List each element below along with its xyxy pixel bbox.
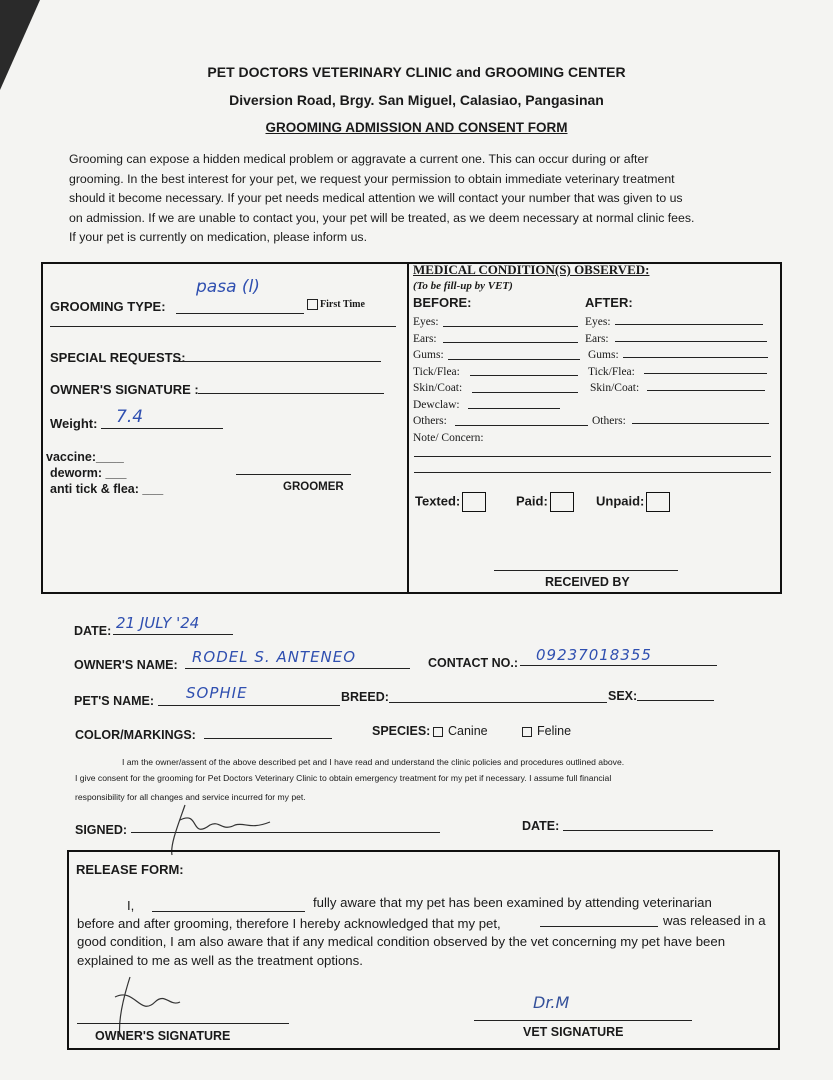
special-requests-label: SPECIAL REQUESTS: xyxy=(50,350,186,365)
intro-line: grooming. In the best interest for your pet, we request your permission to obtain immediate veterinary treatment xyxy=(69,171,675,186)
grooming-type-extra-line[interactable] xyxy=(50,326,396,327)
release-i: I, xyxy=(127,898,135,913)
texted-box xyxy=(462,492,486,512)
release-line2b: was released in a xyxy=(663,913,766,928)
deworm-label: deworm: ___ xyxy=(50,466,127,480)
release-owner-sig-line[interactable] xyxy=(77,1023,289,1024)
after-skincoat: Skin/Coat: xyxy=(590,382,640,394)
note-concern-label: Note/ Concern: xyxy=(413,431,484,444)
consent-date-label: DATE: xyxy=(522,819,560,833)
contact-label: CONTACT NO.: xyxy=(428,656,519,670)
contact-field[interactable] xyxy=(520,665,717,666)
checkbox-icon xyxy=(307,299,318,310)
weight-label: Weight: xyxy=(50,416,98,431)
after-tickflea: Tick/Flea: xyxy=(588,365,635,378)
before-gums: Gums: xyxy=(413,349,444,361)
before-tickflea: Tick/Flea: xyxy=(413,365,460,378)
before-skincoat-field[interactable] xyxy=(472,392,578,393)
checkbox-icon xyxy=(433,727,443,737)
sex-field[interactable] xyxy=(637,700,714,701)
date-label: DATE: xyxy=(74,624,112,638)
clinic-address: Diversion Road, Brgy. San Miguel, Calasiao, Pangasinan xyxy=(229,92,604,108)
owner-name-value: RODEL S. ANTENEO xyxy=(192,648,357,666)
after-others-field[interactable] xyxy=(632,423,769,424)
vaccine-label: vaccine:____ xyxy=(46,450,124,464)
species-label: SPECIES: xyxy=(372,724,431,738)
before-ears-field[interactable] xyxy=(443,342,578,343)
pet-name-field[interactable] xyxy=(158,705,340,706)
consent-line-2: I give consent for the grooming for Pet Doctors Veterinary Clinic to obtain emergency treatment for my pet if necessary. I assume full financial xyxy=(75,773,612,783)
intro-line: If your pet is currently on medication, please inform us. xyxy=(69,230,367,244)
box-divider xyxy=(407,262,409,594)
first-time-checkbox[interactable] xyxy=(307,299,365,310)
unpaid-checkbox[interactable] xyxy=(596,492,670,512)
groomer-signature-line[interactable] xyxy=(236,474,351,475)
intro-line: should it become necessary. If your pet needs medical attention we will contact your number that was given to us xyxy=(69,191,683,205)
form-title: GROOMING ADMISSION AND CONSENT FORM xyxy=(265,120,568,135)
before-tickflea-field[interactable] xyxy=(470,375,578,376)
groomer-label: GROOMER xyxy=(283,481,344,493)
after-label: AFTER: xyxy=(585,295,633,310)
paid-label: Paid: xyxy=(516,493,548,509)
consent-line-3: responsibility for all changes and service incurred for my pet. xyxy=(75,792,306,802)
release-owner-sig-label: OWNER'S SIGNATURE xyxy=(95,1029,231,1043)
antitick-label: anti tick & flea: ___ xyxy=(50,482,164,496)
received-by-line[interactable] xyxy=(494,570,678,571)
vet-subtitle: (To be fill-up by VET) xyxy=(413,280,513,292)
clinic-name: PET DOCTORS VETERINARY CLINIC and GROOMING CENTER xyxy=(207,64,626,80)
paid-checkbox[interactable] xyxy=(516,492,574,512)
weight-value: 7.4 xyxy=(116,407,144,427)
release-line3: good condition, I am also aware that if any medical condition observed by the vet concerning my pet have been xyxy=(77,934,726,949)
before-label: BEFORE: xyxy=(413,295,472,310)
release-pet-field[interactable] xyxy=(540,926,658,927)
intro-line: Grooming can expose a hidden medical problem or aggravate a current one. This can occur during or after xyxy=(69,152,649,166)
after-tickflea-field[interactable] xyxy=(644,373,767,374)
signed-label: SIGNED: xyxy=(75,823,128,837)
before-eyes: Eyes: xyxy=(413,316,439,328)
grooming-type-value: pasa (l) xyxy=(196,277,260,297)
canine-option[interactable] xyxy=(433,724,488,738)
before-ears: Ears: xyxy=(413,332,437,345)
release-title: RELEASE FORM: xyxy=(76,862,184,877)
before-dewclaw-field[interactable] xyxy=(468,408,560,409)
contact-value: 09237018355 xyxy=(536,646,652,664)
after-fields xyxy=(585,314,639,430)
vet-sig-line[interactable] xyxy=(474,1020,692,1021)
pet-name-value: SOPHIE xyxy=(186,684,248,702)
feline-label: Feline xyxy=(537,724,572,738)
date-value: 21 JULY '24 xyxy=(116,614,200,632)
paid-box xyxy=(550,492,574,512)
special-requests-field[interactable] xyxy=(173,361,381,362)
before-gums-field[interactable] xyxy=(448,359,580,360)
owner-signature-label: OWNER'S SIGNATURE : xyxy=(50,382,199,397)
owner-signature-field[interactable] xyxy=(198,393,384,394)
before-others: Others: xyxy=(413,415,447,427)
grooming-type-label: GROOMING TYPE: xyxy=(50,299,166,314)
owner-name-field[interactable] xyxy=(185,668,410,669)
consent-line-1: I am the owner/assent of the above described pet and I have read and understand the clinic policies and procedures outlined above. xyxy=(122,757,625,767)
after-gums: Gums: xyxy=(588,349,619,361)
after-eyes: Eyes: xyxy=(585,316,611,328)
sex-label: SEX: xyxy=(608,689,638,703)
canine-label: Canine xyxy=(448,724,488,738)
after-others: Others: xyxy=(592,415,626,427)
feline-option[interactable] xyxy=(522,724,571,738)
release-line1: fully aware that my pet has been examined by attending veterinarian xyxy=(313,895,712,910)
release-name-field[interactable] xyxy=(152,911,305,912)
pet-name-label: PET'S NAME: xyxy=(74,694,155,708)
received-by-label: RECEIVED BY xyxy=(545,575,630,589)
date-field[interactable] xyxy=(113,634,233,635)
medical-condition-title: MEDICAL CONDITION(S) OBSERVED: xyxy=(413,262,650,277)
before-fields xyxy=(413,314,484,446)
before-skincoat: Skin/Coat: xyxy=(413,382,463,394)
release-line2a: before and after grooming, therefore I hereby acknowledged that my pet, xyxy=(77,916,501,931)
before-dewclaw: Dewclaw: xyxy=(413,398,460,411)
vet-initials: Dr.M xyxy=(533,993,570,1012)
intro-line: on admission. If we are unable to contact you, your pet will be treated, as we deem necessary at normal clinic fees. xyxy=(69,210,695,225)
intro-paragraph xyxy=(69,150,769,248)
before-eyes-field[interactable] xyxy=(443,326,578,327)
checkbox-icon xyxy=(522,727,532,737)
first-time-label: First Time xyxy=(320,299,365,310)
after-eyes-field[interactable] xyxy=(615,324,763,325)
color-field[interactable] xyxy=(204,738,332,739)
after-gums-field[interactable] xyxy=(623,357,768,358)
vet-sig-label: VET SIGNATURE xyxy=(523,1025,624,1039)
unpaid-box xyxy=(646,492,670,512)
after-ears-field[interactable] xyxy=(615,341,767,342)
texted-label: Texted: xyxy=(415,493,461,509)
release-line4: explained to me as well as the treatment options. xyxy=(77,953,363,968)
after-skincoat-field[interactable] xyxy=(647,390,765,391)
owner-name-label: OWNER'S NAME: xyxy=(74,658,178,672)
weight-field[interactable] xyxy=(101,428,223,429)
consent-date-field[interactable] xyxy=(563,830,713,831)
before-others-field[interactable] xyxy=(455,425,588,426)
after-ears: Ears: xyxy=(585,332,609,345)
note-line-1[interactable] xyxy=(414,456,771,457)
texted-checkbox[interactable] xyxy=(415,492,486,512)
unpaid-label: Unpaid: xyxy=(596,493,645,509)
note-line-2[interactable] xyxy=(414,472,771,473)
breed-label: BREED: xyxy=(341,690,389,704)
grooming-type-field[interactable] xyxy=(176,313,304,314)
breed-field[interactable] xyxy=(389,702,607,703)
color-label: COLOR/MARKINGS: xyxy=(75,728,196,742)
